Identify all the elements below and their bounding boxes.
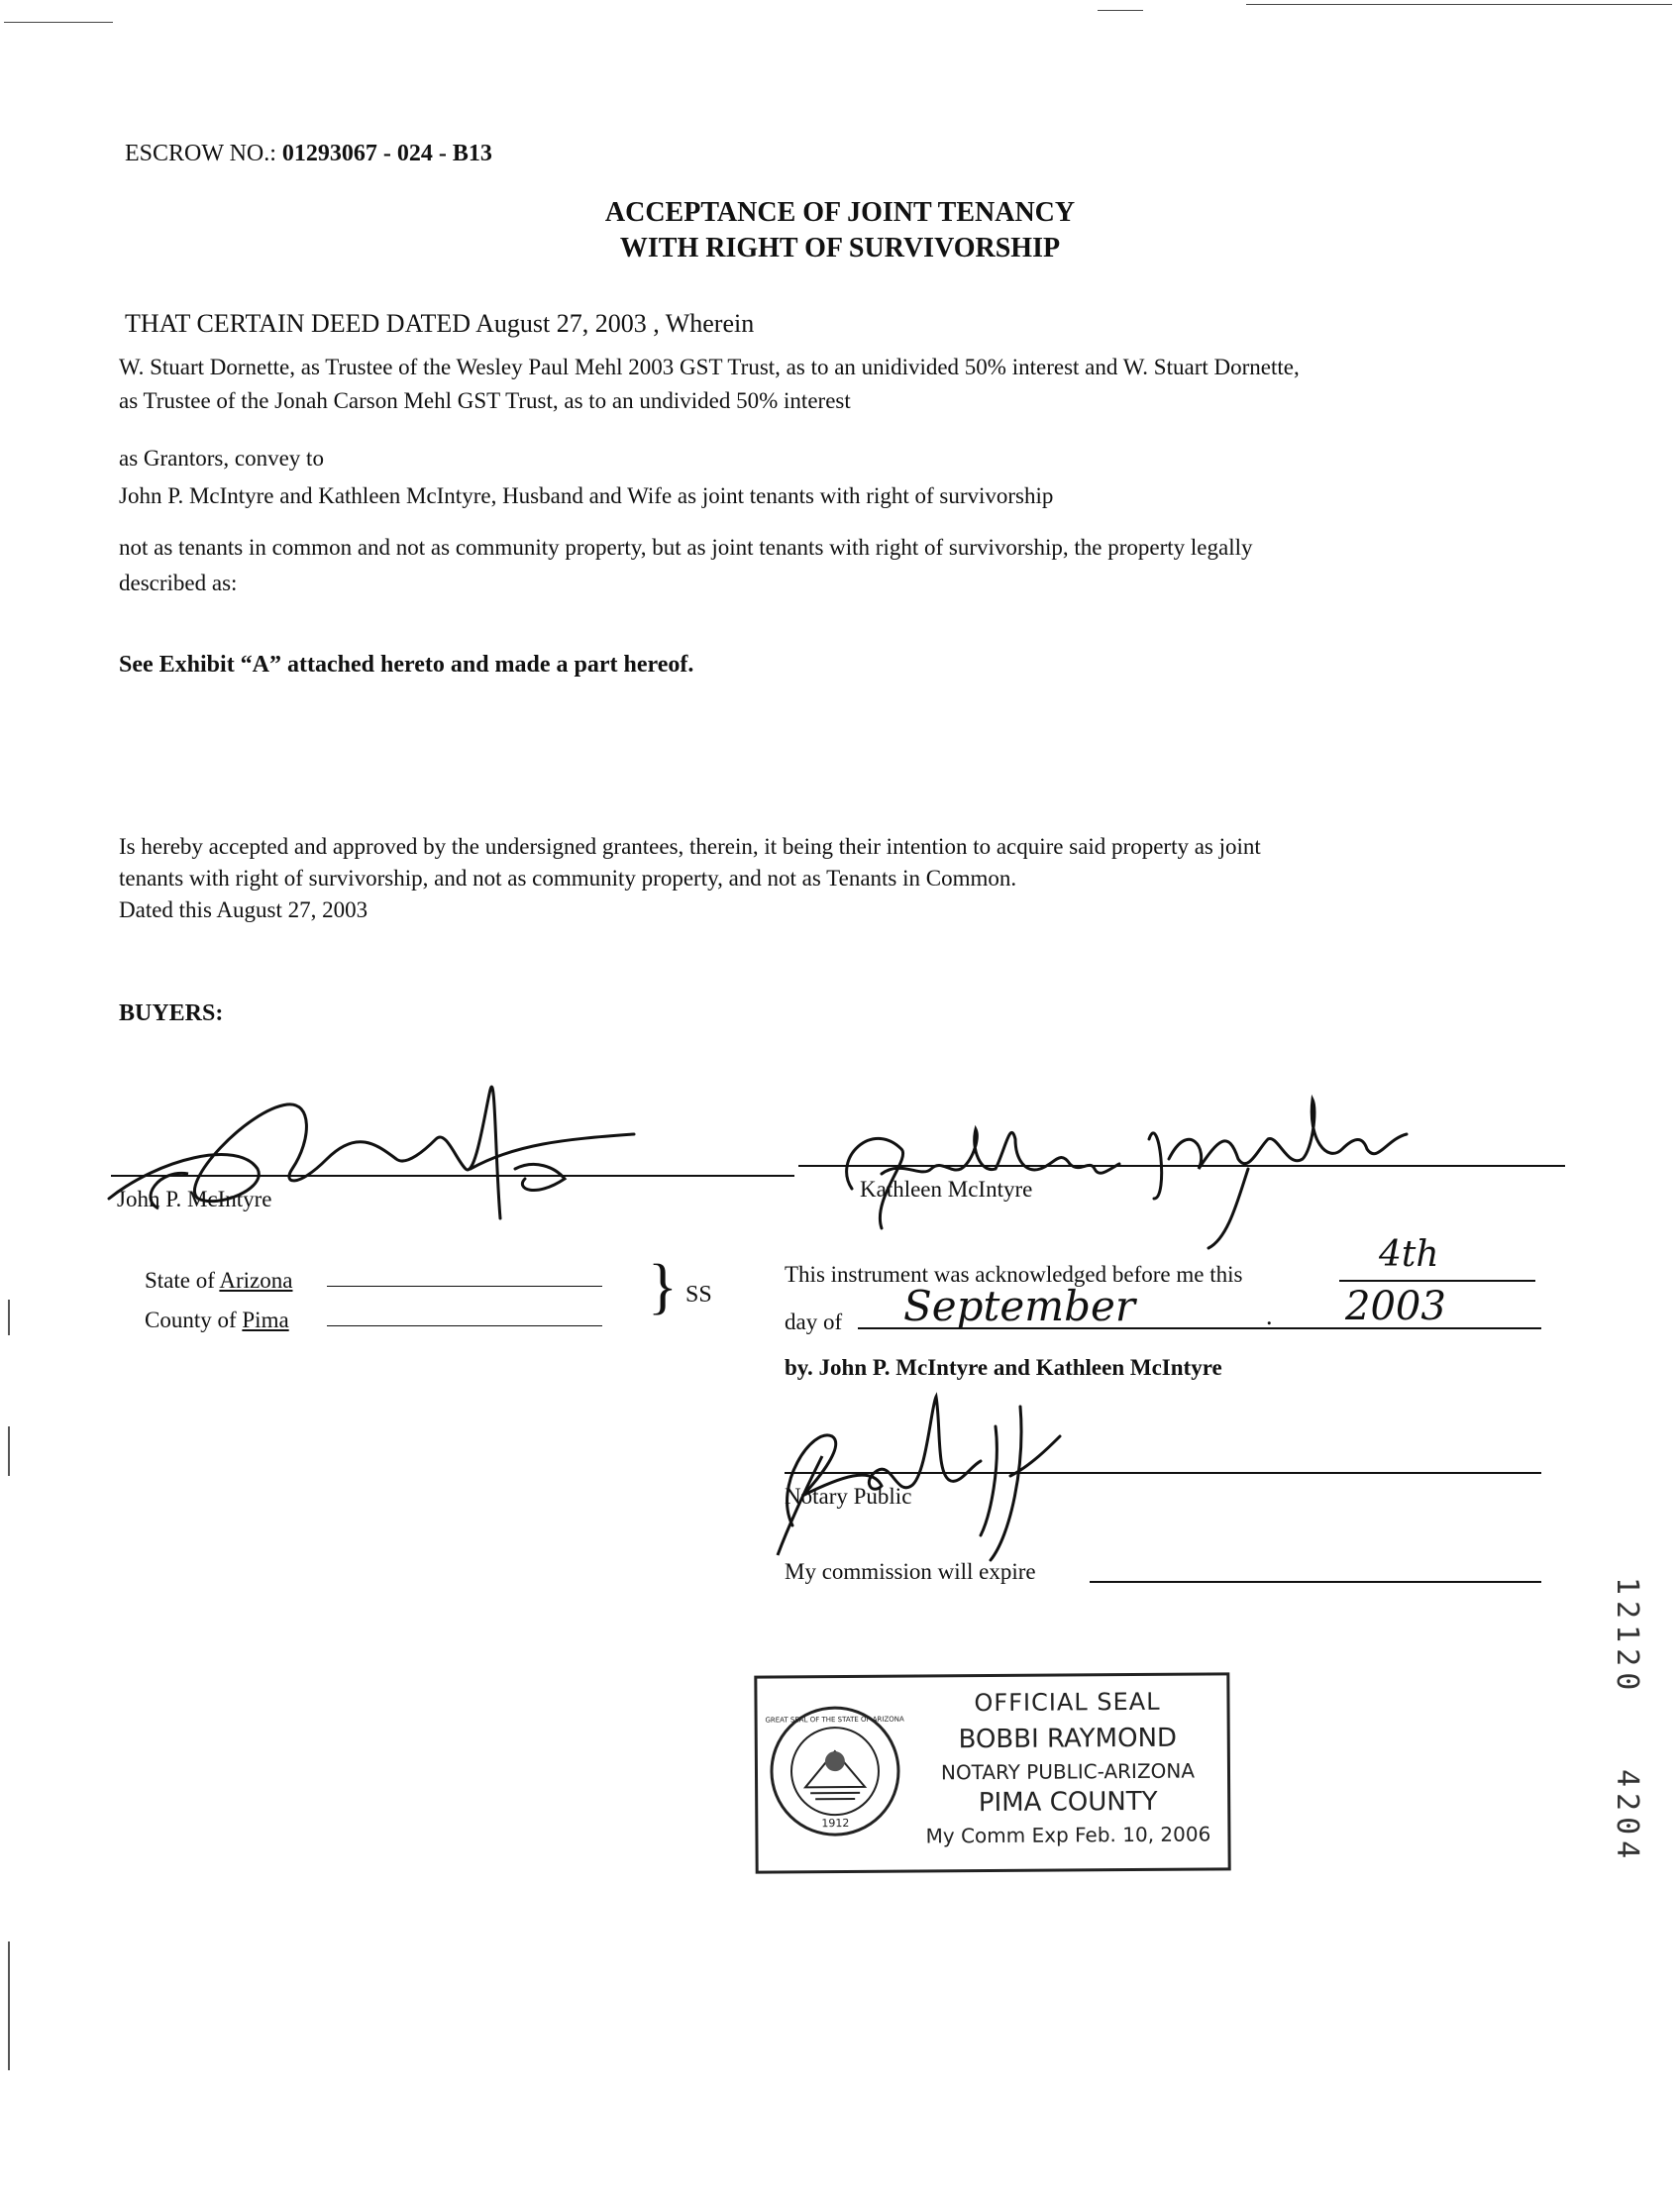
scan-artifact-left-2 [8, 1426, 10, 1476]
tenancy-line2: described as: [119, 571, 238, 595]
scan-artifact-top-left [4, 22, 113, 23]
document-title-line1: ACCEPTANCE OF JOINT TENANCY [604, 197, 1076, 228]
scan-artifact-top-right [1246, 4, 1672, 5]
tenancy-line1: not as tenants in common and not as community property, but as joint tenants with right of survivorship, the property legally [119, 535, 1253, 560]
state-underline [327, 1286, 602, 1287]
document-title-line2: WITH RIGHT OF SURVIVORSHIP [619, 233, 1061, 263]
seal-line5: My Comm Exp Feb. 10, 2006 [925, 1822, 1211, 1848]
deed-line: THAT CERTAIN DEED DATED August 27, 2003 , Wherein [125, 309, 755, 338]
buyer1-name: John P. McIntyre [117, 1187, 272, 1211]
buyer2-name: Kathleen McIntyre [860, 1177, 1033, 1202]
venue-ss: SS [685, 1282, 712, 1308]
side-stamp-bottom: 4204 [1610, 1769, 1644, 1865]
seal-line3: NOTARY PUBLIC-ARIZONA [940, 1758, 1196, 1785]
official-seal-stamp [754, 1672, 1230, 1873]
acceptance-line1: Is hereby accepted and approved by the undersigned grantees, therein, it being their intention to acquire said property as joint [119, 834, 1261, 859]
dated-line: Dated this August 27, 2003 [119, 897, 368, 922]
scan-artifact-top-mid [1098, 10, 1143, 11]
notary-label: Notary Public [785, 1484, 912, 1509]
scan-artifact-left-1 [8, 1300, 10, 1335]
escrow-value: 01293067 - 024 - B13 [281, 141, 492, 166]
ack-separator: . [1266, 1302, 1273, 1330]
notary-signature [753, 1367, 1070, 1565]
seal-line2: BOBBI RAYMOND [958, 1723, 1178, 1755]
commission-label: My commission will expire [785, 1559, 1036, 1584]
scan-artifact-left-3 [8, 1941, 10, 2070]
exhibit-reference: See Exhibit “A” attached hereto and made a part hereof. [119, 652, 694, 678]
seal-emblem-year: 1912 [821, 1817, 850, 1831]
ack-line1: This instrument was acknowledged before me this [785, 1262, 1243, 1287]
grantors-line1: W. Stuart Dornette, as Trustee of the Wesley Paul Mehl 2003 GST Trust, as to an unidivided 50% interest and W. Stuart Dornette, [119, 355, 1300, 379]
state-label: State of [145, 1268, 215, 1293]
escrow-number [125, 139, 492, 168]
venue-brace: } [648, 1253, 678, 1320]
ack-day-value: 4th [1379, 1234, 1439, 1275]
seal-emblem-ring: GREAT SEAL OF THE STATE OF ARIZONA [765, 1715, 904, 1725]
county-underline [327, 1325, 602, 1326]
ack-by-line: by. John P. McIntyre and Kathleen McIntyre [785, 1355, 1222, 1380]
county-value: Pima [242, 1308, 289, 1332]
acceptance-line2: tenants with right of survivorship, and not as community property, and not as Tenants in Common. [119, 866, 1017, 891]
county-label: County of [145, 1308, 237, 1332]
grantors-line2: as Trustee of the Jonah Carson Mehl GST Trust, as to an undivided 50% interest [119, 388, 851, 413]
ack-month-value: September [903, 1282, 1135, 1330]
ack-day-underline [1339, 1280, 1535, 1282]
buyers-heading: BUYERS: [119, 1000, 224, 1026]
escrow-label: ESCROW NO.: [125, 141, 276, 166]
state-value: Arizona [219, 1268, 293, 1293]
seal-line4: PIMA COUNTY [978, 1786, 1158, 1819]
arizona-seal-emblem [765, 1702, 904, 1841]
convey-line: as Grantors, convey to [119, 446, 324, 471]
side-stamp-top: 12120 [1610, 1577, 1644, 1697]
commission-underline [1090, 1581, 1541, 1583]
seal-line1: OFFICIAL SEAL [974, 1687, 1161, 1718]
grantees-line: John P. McIntyre and Kathleen McIntyre, Husband and Wife as joint tenants with right of survivorship [119, 483, 1054, 508]
buyer2-signature [812, 1080, 1446, 1248]
ack-year-value: 2003 [1345, 1284, 1446, 1329]
venue-state [145, 1266, 292, 1296]
venue-county [145, 1306, 289, 1335]
ack-day-of-label: day of [785, 1310, 843, 1334]
